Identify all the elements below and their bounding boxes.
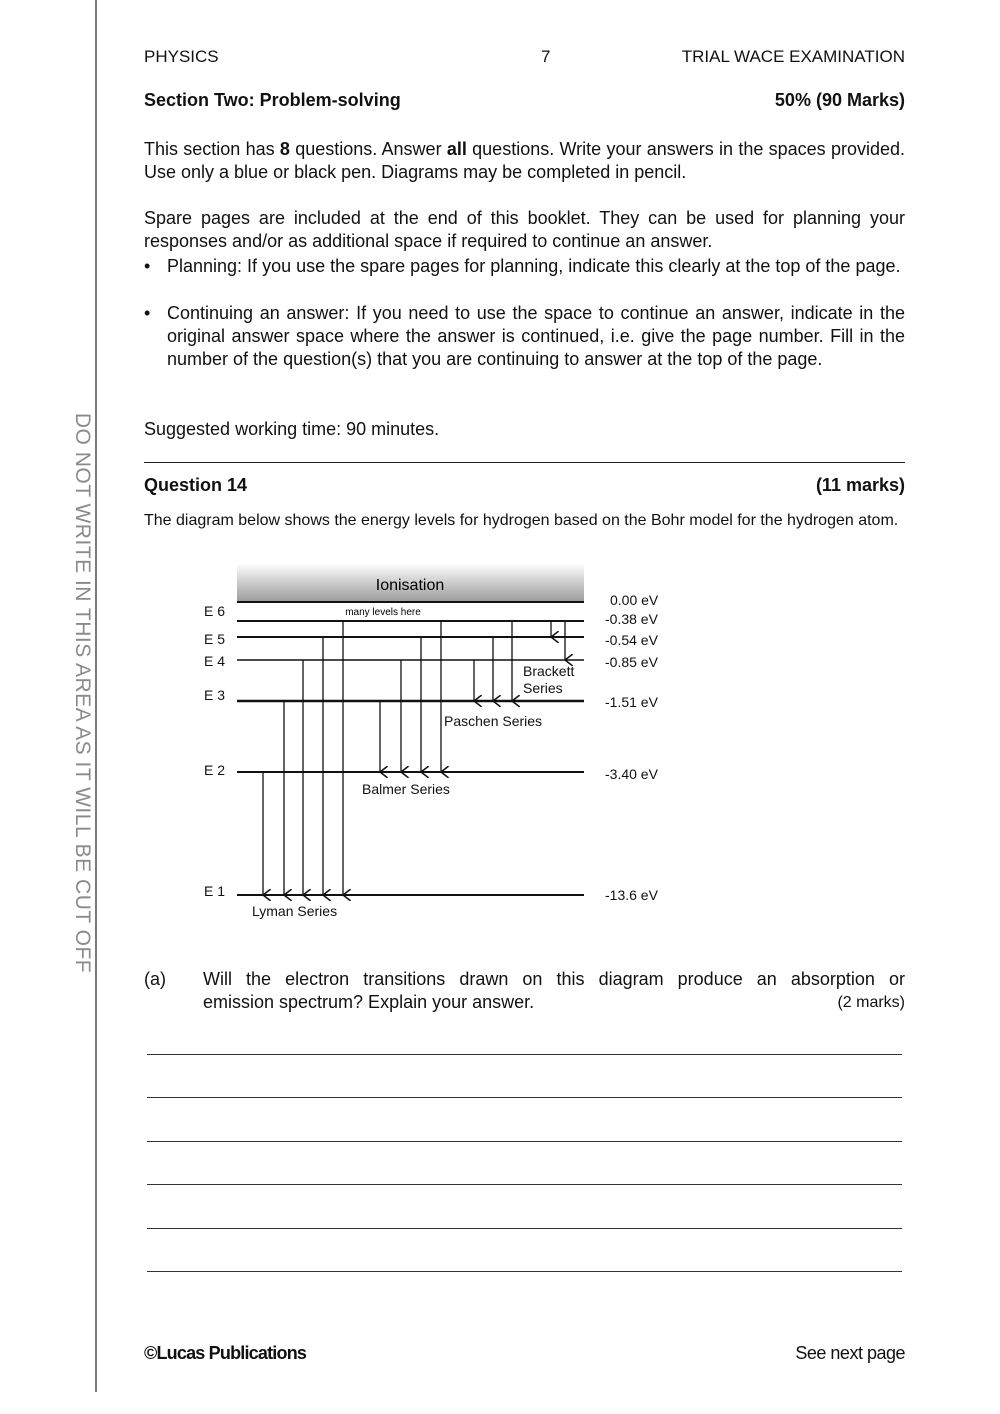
level-label-e1: E 1: [204, 883, 226, 899]
instructions-paragraph-1: This section has 8 questions. Answer all questions. Write your answers in the spaces provided. Use only a blue or black pen. Diagrams may be completed in pencil.: [144, 139, 906, 182]
question-marks: (11 marks): [815, 475, 905, 495]
balmer-series-label: Balmer Series: [362, 781, 450, 797]
bullet-icon: •: [144, 256, 151, 276]
answer-line[interactable]: [147, 1141, 902, 1142]
part-a-marks: (2 marks): [837, 994, 905, 1011]
working-time: Suggested working time: 90 minutes.: [144, 419, 440, 439]
cut-off-warning: DO NOT WRITE IN THIS AREA AS IT WILL BE CUT OFF: [71, 412, 94, 974]
section-title: Section Two: Problem-solving: [144, 90, 401, 110]
energy-e2: -3.40 eV: [605, 766, 658, 782]
margin-rule: [95, 0, 97, 1392]
paschen-series-label: Paschen Series: [444, 713, 543, 729]
energy-e5: -0.54 eV: [605, 632, 658, 648]
answer-line[interactable]: [147, 1097, 902, 1098]
subject-header: PHYSICS: [144, 47, 219, 66]
answer-line[interactable]: [147, 1054, 902, 1055]
level-label-e3: E 3: [204, 687, 226, 703]
brackett-series-label-2: Series: [523, 680, 563, 696]
brackett-series-label: Brackett: [523, 663, 575, 679]
answer-line[interactable]: [147, 1271, 902, 1272]
answer-line[interactable]: [147, 1184, 902, 1185]
level-label-e2: E 2: [204, 762, 226, 778]
energy-e1: -13.6 eV: [605, 887, 658, 903]
energy-e6: -0.38 eV: [605, 611, 658, 627]
section-divider: [144, 462, 905, 463]
question-intro: The diagram below shows the energy levels for hydrogen based on the Bohr model for the hydrogen atom.: [144, 512, 899, 529]
energy-level-diagram: [190, 560, 690, 930]
energy-e4: -0.85 eV: [605, 654, 658, 670]
level-label-e5: E 5: [204, 631, 226, 647]
section-weight: 50% (90 Marks): [774, 90, 905, 110]
many-levels-label: many levels here: [345, 607, 421, 618]
ionisation-label: Ionisation: [375, 577, 445, 594]
part-a-label: (a): [144, 969, 166, 989]
publisher-footer: ©Lucas Publications: [144, 1343, 307, 1363]
level-label-e6: E 6: [204, 603, 226, 619]
instructions-paragraph-2: Spare pages are included at the end of this booklet. They can be used for planning your responses and/or as additional space if required to continue an answer.: [144, 208, 905, 251]
answer-line[interactable]: [147, 1228, 902, 1229]
level-label-e4: E 4: [204, 653, 226, 669]
page-number: 7: [541, 47, 551, 66]
energy-ionisation: 0.00 eV: [610, 592, 659, 608]
energy-e3: -1.51 eV: [605, 694, 658, 710]
lyman-series-label: Lyman Series: [252, 903, 338, 919]
bullet-text: Planning: If you use the spare pages for planning, indicate this clearly at the top of the page.: [167, 256, 901, 276]
question-title: Question 14: [144, 475, 248, 495]
see-next-page: See next page: [795, 1343, 905, 1363]
part-a-question-line-2: emission spectrum? Explain your answer.: [203, 992, 535, 1012]
bullet-icon: •: [144, 303, 151, 323]
bullet-text: Continuing an answer: If you need to use the space to continue an answer, indicate in the original answer space where the answer is continued, i.e. give the page number. Fill in the number of the question(s) that you are continuing to answer at the top of the page.: [167, 303, 905, 369]
part-a-question-line-1: Will the electron transitions drawn on this diagram produce an absorption or: [203, 969, 905, 989]
exam-header: TRIAL WACE EXAMINATION: [681, 47, 905, 66]
